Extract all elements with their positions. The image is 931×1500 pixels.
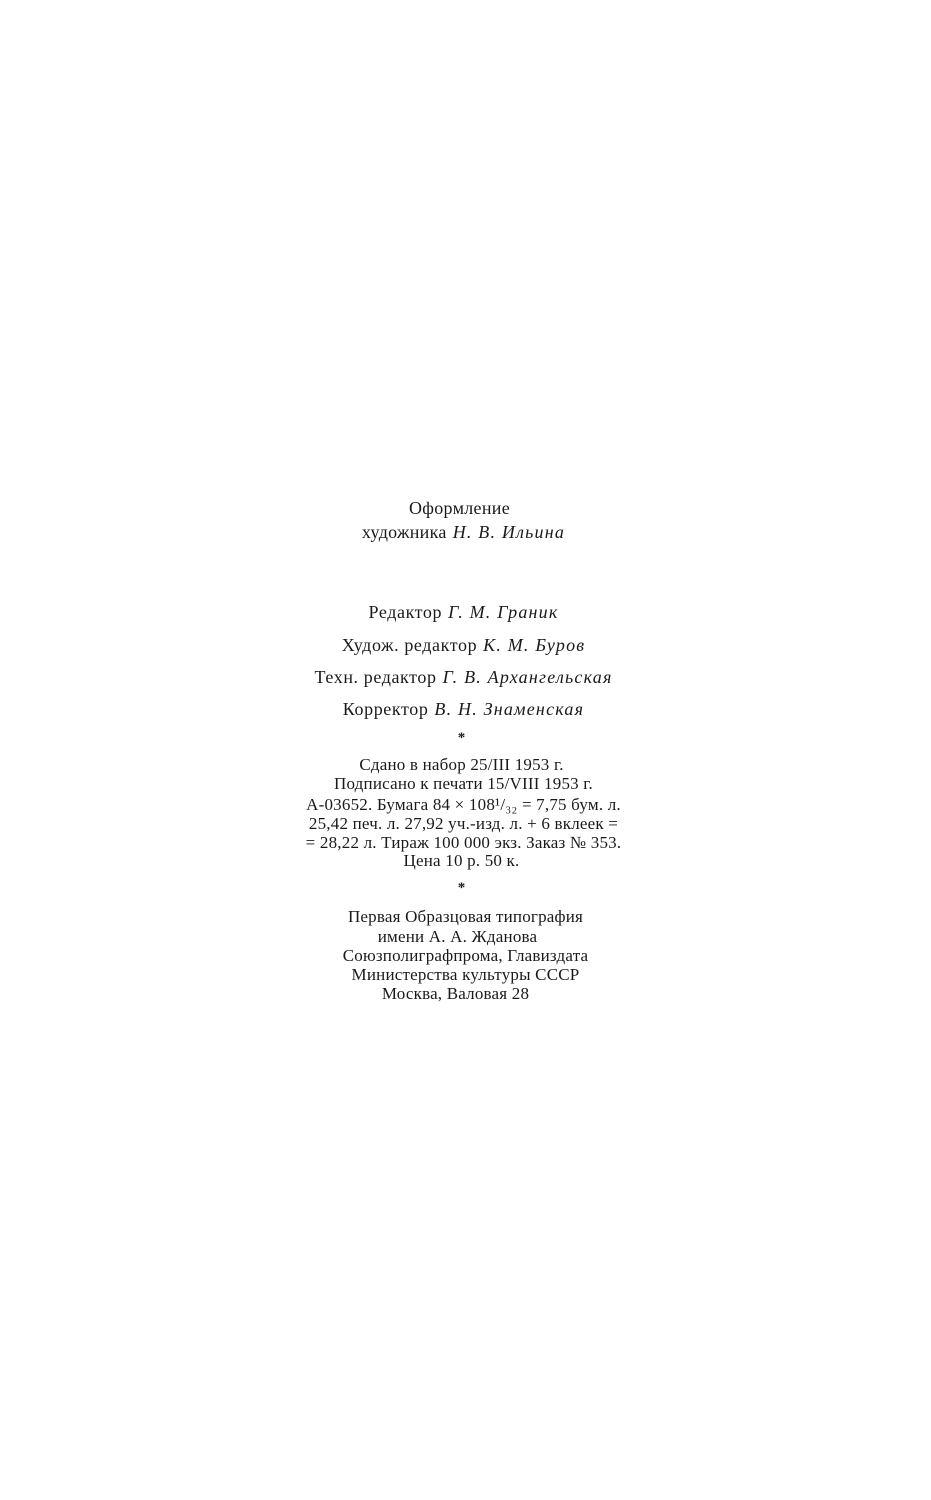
separator-star-2: * <box>457 880 466 896</box>
print-info-line: 25,42 печ. л. 27,92 уч.-изд. л. + 6 вклеек = <box>308 814 619 833</box>
printer-info-line: имени А. А. Жданова <box>377 927 538 946</box>
printer-info-line: Первая Образцовая типография <box>347 907 584 926</box>
staff-name: К. М. Буров <box>483 635 586 655</box>
print-info-line: = 28,22 л. Тираж 100 000 экз. Заказ № 353. <box>305 833 622 852</box>
staff-name: В. Н. Знаменская <box>434 699 585 719</box>
print-info-line: Сдано в набор 25/III 1953 г. <box>359 755 564 774</box>
staff-editor <box>0 603 929 621</box>
design-credit-name: Н. В. Ильина <box>452 522 566 542</box>
print-info-line: А-03652. Бумага 84 × 108¹/₃₂ = 7,75 бум. л. <box>306 795 621 814</box>
staff-role: Редактор <box>368 602 443 622</box>
printer-info-line: Министерства культуры СССР <box>351 965 580 984</box>
design-credit-label: Оформление <box>408 498 510 518</box>
staff-proofreader <box>0 700 929 718</box>
print-info-line: Подписано к печати 15/VIII 1953 г. <box>333 774 594 793</box>
staff-role: Корректор <box>342 699 429 719</box>
staff-name: Г. В. Архангельская <box>442 667 613 687</box>
print-info-line: Цена 10 р. 50 к. <box>403 851 520 870</box>
staff-name: Г. М. Граник <box>448 602 559 622</box>
design-credit-prefix: художника <box>361 522 447 542</box>
design-credit-artist <box>0 523 929 541</box>
design-credit-heading <box>0 499 925 517</box>
printer-info-line: Москва, Валовая 28 <box>381 984 530 1003</box>
printer-info-line: Союзполиграфпрома, Главиздата <box>342 946 589 965</box>
staff-role: Техн. редактор <box>314 667 437 687</box>
staff-role: Худож. редактор <box>341 635 478 655</box>
staff-tech-editor <box>0 668 929 686</box>
separator-star-1: * <box>457 730 466 746</box>
staff-art-editor <box>0 636 929 654</box>
